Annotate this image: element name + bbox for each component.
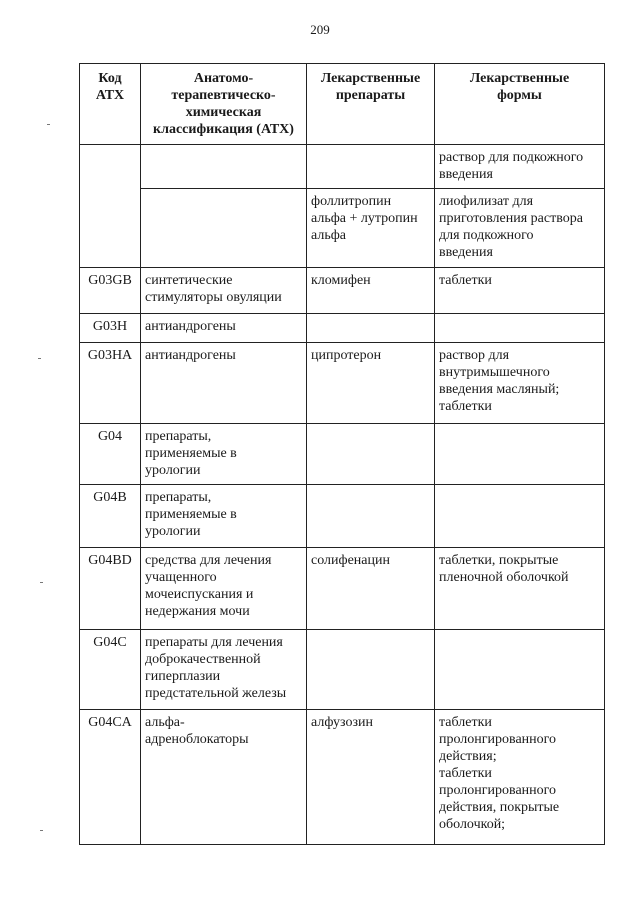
code-cell: G04 [80,424,141,485]
classification-cell: альфа- адреноблокаторы [141,710,307,845]
classification-cell: антиандрогены [141,343,307,424]
code-cell: G04B [80,485,141,548]
table-header-row [80,64,605,145]
drug-cell [307,485,435,548]
drug-cell [307,145,435,189]
classification-cell: препараты, применяемые в урологии [141,485,307,548]
form-cell: раствор для подкожного введения [435,145,605,189]
table-row [80,710,605,845]
drug-cell: алфузозин [307,710,435,845]
classification-cell: препараты, применяемые в урологии [141,424,307,485]
drug-cell: солифенацин [307,548,435,630]
code-cell: G03GB [80,268,141,314]
form-cell [435,630,605,710]
code-cell: G03H [80,314,141,343]
header-drugs: Лекарственные препараты [307,64,435,145]
header-classification: Анатомо- терапевтическо- химическая классификация (АТХ) [141,64,307,145]
table-row [80,145,605,189]
classification-cell: средства для лечения учащенного мочеиспускания и недержания мочи [141,548,307,630]
drug-cell [307,630,435,710]
classification-cell: синтетические стимуляторы овуляции [141,268,307,314]
header-forms: Лекарственные формы [435,64,605,145]
table-row [80,424,605,485]
scan-mark [40,582,43,583]
classification-cell: препараты для лечения доброкачественной гиперплазии предстательной железы [141,630,307,710]
code-cell: G03HA [80,343,141,424]
form-cell [435,424,605,485]
scan-mark [38,358,41,359]
scan-mark [40,830,43,831]
classification-cell: антиандрогены [141,314,307,343]
table-row [80,343,605,424]
atx-table [79,63,605,845]
code-cell [80,145,141,268]
drug-cell: фоллитропин альфа + лутропин альфа [307,189,435,268]
classification-cell [141,189,307,268]
drug-cell [307,424,435,485]
drug-cell [307,314,435,343]
table-row [80,485,605,548]
table-row [80,630,605,710]
form-cell: раствор для внутримышечного введения масляный; таблетки [435,343,605,424]
scan-mark [47,124,50,125]
code-cell: G04CA [80,710,141,845]
form-cell: лиофилизат для приготовления раствора для подкожного введения [435,189,605,268]
form-cell: таблетки, покрытые пленочной оболочкой [435,548,605,630]
page-number: 209 [310,22,330,37]
form-cell: таблетки [435,268,605,314]
table-row [80,548,605,630]
drug-cell: кломифен [307,268,435,314]
header-code: Код АТХ [80,64,141,145]
form-cell [435,485,605,548]
classification-cell [141,145,307,189]
form-cell [435,314,605,343]
table-row [80,314,605,343]
form-cell: таблетки пролонгированного действия; таблетки пролонгированного действия, покрытые оболочкой; [435,710,605,845]
table-row [80,189,605,268]
code-cell: G04C [80,630,141,710]
drug-cell: ципротерон [307,343,435,424]
table-row [80,268,605,314]
code-cell: G04BD [80,548,141,630]
